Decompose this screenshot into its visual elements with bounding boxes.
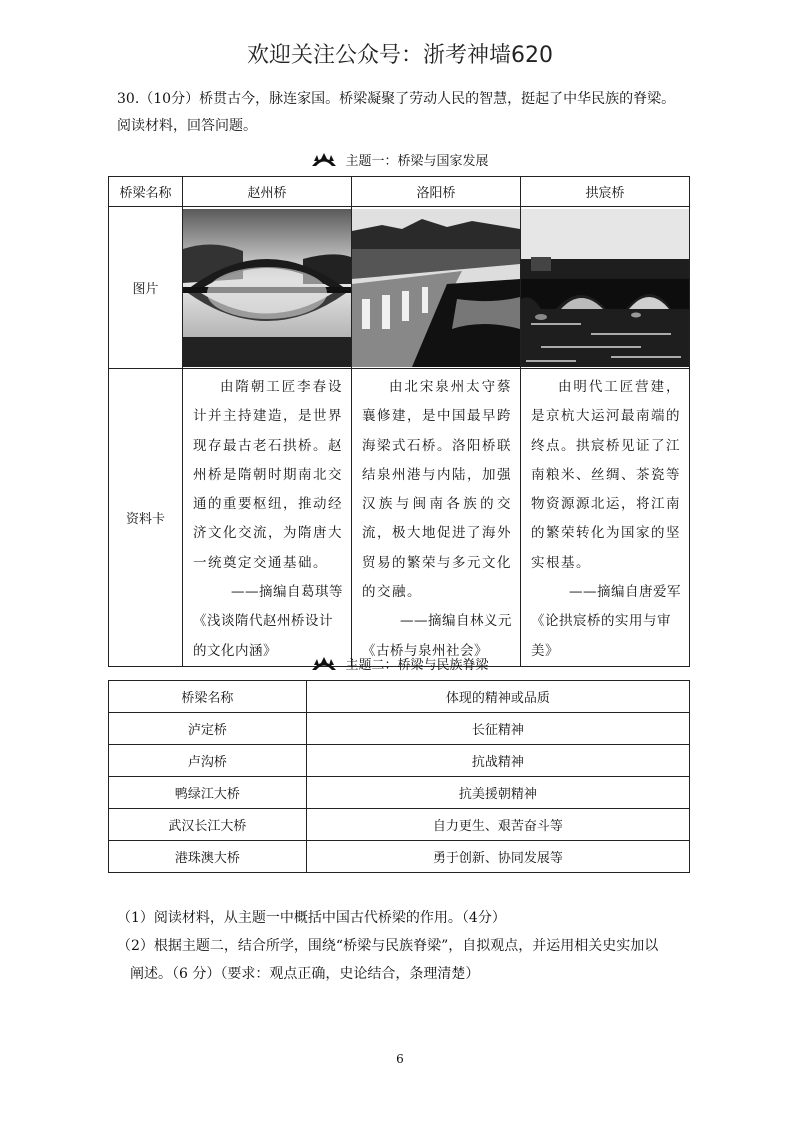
bridge-cell: 泸定桥 [109,713,307,745]
luoyang-source-author: ——摘编自林义元 [400,613,512,630]
table-row [109,745,690,777]
spirit-cell: 勇于创新、协同发展等 [306,841,689,873]
zhaozhou-photo-cell [183,207,352,369]
gongchen-card-text: 由明代工匠营建，是京杭大运河最南端的终点。拱宸桥见证了江南粮米、丝绸、茶瓷等物资源源北运，将江南的繁荣转化为国家的坚实根基。 [531,379,681,571]
spirit-cell: 自力更生、艰苦奋斗等 [306,809,689,841]
zhaozhou-source-title: 《浅谈隋代赵州桥设计的文化内涵》 [193,613,333,659]
theme1-title-row [0,150,800,169]
bridge-cell: 鸭绿江大桥 [109,777,307,809]
bridge-name-gongchen: 拱宸桥 [521,177,690,207]
luoyang-card-text: 由北宋泉州太守蔡襄修建，是中国最早跨海梁式石桥。洛阳桥联结泉州港与内陆，加强汉族与闽南各族的交流，极大地促进了海外贸易的繁荣与多元文化的交融。 [362,379,512,601]
card-row-label: 资料卡 [109,369,183,667]
intro-line-2: 阅读材料，回答问题。 [117,118,257,134]
theme2-title: 主题二：桥梁与民族脊梁 [345,658,489,673]
gongchen-card-source [521,578,689,666]
question-intro [117,86,697,140]
theme1-header-row [109,177,690,207]
table-row [109,841,690,873]
page-number: 6 [396,1052,404,1066]
intro-line-1: 30.（10分）桥贯古今，脉连家国。桥梁凝聚了劳动人民的智慧，挺起了中华民族的脊梁。 [117,91,676,107]
bridge-name-zhaozhou: 赵州桥 [183,177,352,207]
gongchen-source-title: 《论拱宸桥的实用与审美》 [531,613,671,659]
table-row [109,809,690,841]
luoyang-card-cell [352,369,521,667]
sub-questions [117,904,707,988]
gongchen-card-cell [521,369,690,667]
bridge-name-luoyang: 洛阳桥 [352,177,521,207]
theme1-card-row [109,369,690,667]
theme1-image-row [109,207,690,369]
theme1-title: 主题一：桥梁与国家发展 [345,154,489,169]
zhaozhou-source-author: ——摘编自葛琪等 [231,584,343,601]
bridge-ornament-icon [311,153,337,167]
theme2-title-row [0,654,800,673]
theme1-table [108,176,690,667]
gongchen-photo-cell [521,207,690,369]
question-2-line-1: （2）根据主题二，结合所学，围绕“桥梁与民族脊梁”，自拟观点，并运用相关史实加以 [117,938,659,954]
zhaozhou-card-text: 由隋朝工匠李春设计并主持建造，是世界现存最古老石拱桥。赵州桥是隋朝时期南北交通的重要枢纽，推动经济文化交流，为隋唐大一统奠定交通基础。 [193,379,343,571]
image-row-label: 图片 [109,207,183,369]
bridge-cell: 港珠澳大桥 [109,841,307,873]
gongchen-bridge-photo [521,209,689,367]
luoyang-source-title: 《古桥与泉州社会》 [362,642,488,659]
theme2-col1-header: 桥梁名称 [109,681,307,713]
zhaozhou-card-cell [183,369,352,667]
spirit-cell: 长征精神 [306,713,689,745]
theme2-col2-header: 体现的精神或品质 [306,681,689,713]
table-row [109,777,690,809]
spirit-cell: 抗战精神 [306,745,689,777]
luoyang-bridge-photo [352,209,520,367]
question-1: （1）阅读材料，从主题一中概括中国古代桥梁的作用。（4分） [117,910,506,926]
question-2-line-2: 阐述。（6 分）（要求：观点正确，史论结合，条理清楚） [130,966,480,982]
table-row [109,713,690,745]
bridge-ornament-icon [311,657,337,671]
zhaozhou-card-source [183,578,351,666]
page-header-watermark: 欢迎关注公众号：浙考神墙620 [247,43,553,68]
theme2-header-row [109,681,690,713]
header-label-cell: 桥梁名称 [109,177,183,207]
theme2-table [108,680,690,873]
bridge-cell: 卢沟桥 [109,745,307,777]
gongchen-source-author: ——摘编自唐爱军 [569,584,681,601]
spirit-cell: 抗美援朝精神 [306,777,689,809]
luoyang-photo-cell [352,207,521,369]
zhaozhou-bridge-photo [183,209,351,367]
bridge-cell: 武汉长江大桥 [109,809,307,841]
